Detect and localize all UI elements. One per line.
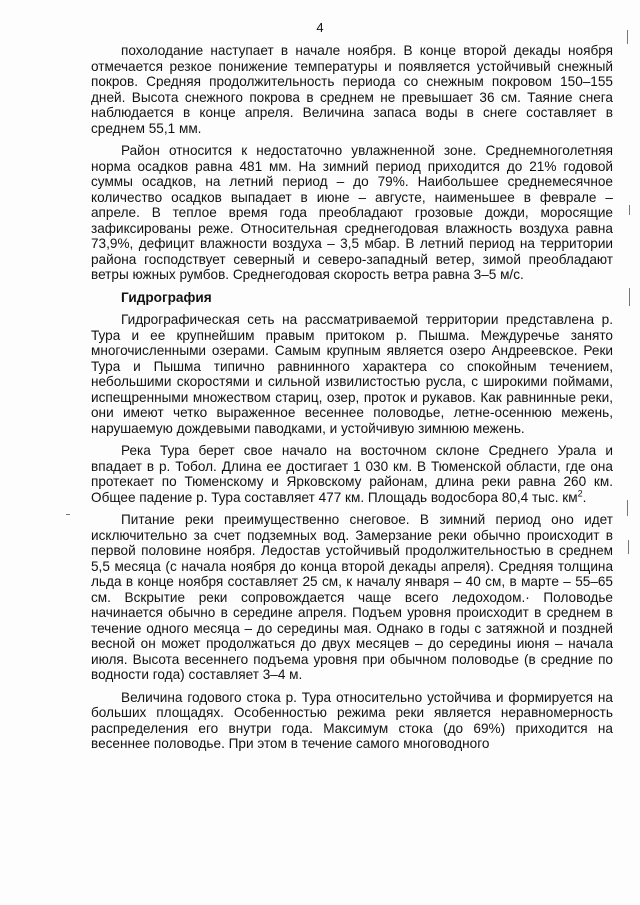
- scan-mark: [66, 514, 70, 515]
- scan-mark: [629, 205, 630, 215]
- paragraph-hydro-network: Гидрографическая сеть на рассматриваемой территории представлена р. Тура и ее крупнейшим правым притоком р. Пышма. Междуречье занято многочисленными озерами. Самым крупным является озеро Андреевское. Реки Тура и Пышма типично равнинного характера со спокойным течением, небольшими скоростями и сильной извилистостью русла, с широкими поймами, испещренными множеством стариц, озер, проток и рукавов. Как равнинные реки, они имеют четко выраженное весеннее половодье, летне-осеннюю межень, нарушаемую дождевыми паводками, и устойчивую зимнюю межень.: [91, 312, 613, 436]
- superscript-2: 2: [577, 487, 583, 498]
- paragraph-precipitation: Район относится к недостаточно увлажненной зоне. Среднемноголетняя норма осадков равна 481 мм. На зимний период приходится до 21% годовой суммы осадков, на летний период – до 79%. Наибольшее среднемесячное количество осадков выпадает в июне – августе, наименьшее в феврале – апреле. В теплое время года преобладают грозовые дожди, моросящие зафиксированы реже. Относительная среднегодовая влажность воздуха равна 73,9%, дефицит влажности воздуха – 3,5 мбар. В летний период на территории района господствует северный и северо-западный ветер, зимой преобладают ветры южных румбов. Среднегодовая скорость ветра равна 3–5 м/с.: [91, 143, 613, 282]
- scan-mark: [627, 30, 628, 44]
- tura-river-end: .: [582, 489, 587, 505]
- body-text: [91, 43, 613, 752]
- paragraph-annual-runoff: Величина годового стока р. Тура относительно устойчива и формируется на больших площадях. Особенностью режима реки является неравномерность распределения его внутри года. Максимум стока (до 69%) приходится на весеннее половодье. При этом в течение самого многоводного: [91, 689, 613, 751]
- paragraph-tura-river: [91, 443, 613, 505]
- scan-mark: [629, 288, 630, 306]
- scan-mark: [627, 500, 628, 516]
- section-heading-hydrography: Гидрография: [121, 289, 212, 305]
- tura-river-text: Река Тура берет свое начало на восточном склоне Среднего Урала и впадает в р. Тобол. Длина ее достигает 1 030 км. В Тюменской области, где она протекает по Тюменскому и Ярковскому районам, длина реки равна 260 км. Общее падение р. Тура составляет 477 км. Площадь водосбора 80,4 тыс. км: [91, 443, 613, 505]
- paragraph-river-feeding: Питание реки преимущественно снеговое. В зимний период оно идет исключительно за счет подземных вод. Замерзание реки обычно происходит в первой половине ноября. Ледостав устойчивый продолжительностью в среднем 5,5 месяца (с начала ноября до конца второй декады апреля). Средняя толщина льда в конце ноября составляет 25 см, к началу января – 40 см, в марте – 55–65 см. Вскрытие реки сопровождается чаще всего ледоходом.· Половодье начинается обычно в середине апреля. Подъем уровня происходит в среднем в течение одного месяца – до середины мая. Однако в годы с затяжной и поздней весной он может продолжаться до двух месяцев – до середины июня – начала июля. Высота весеннего подъема уровня при обычном половодье (в средние по водности года) составляет 3–4 м.: [91, 512, 613, 682]
- scan-mark: [628, 540, 629, 554]
- page-number: 4: [316, 20, 324, 35]
- paragraph-snow-cover: похолодание наступает в начале ноября. В конце второй декады ноября отмечается резкое понижение температуры и появляется устойчивый снежный покров. Средняя продолжительность периода со снежным покровом 150–155 дней. Высота снежного покрова в среднем не превышает 36 см. Таяние снега наблюдается в конце апреля. Величина запаса воды в снеге составляет в среднем 55,1 мм.: [91, 43, 613, 136]
